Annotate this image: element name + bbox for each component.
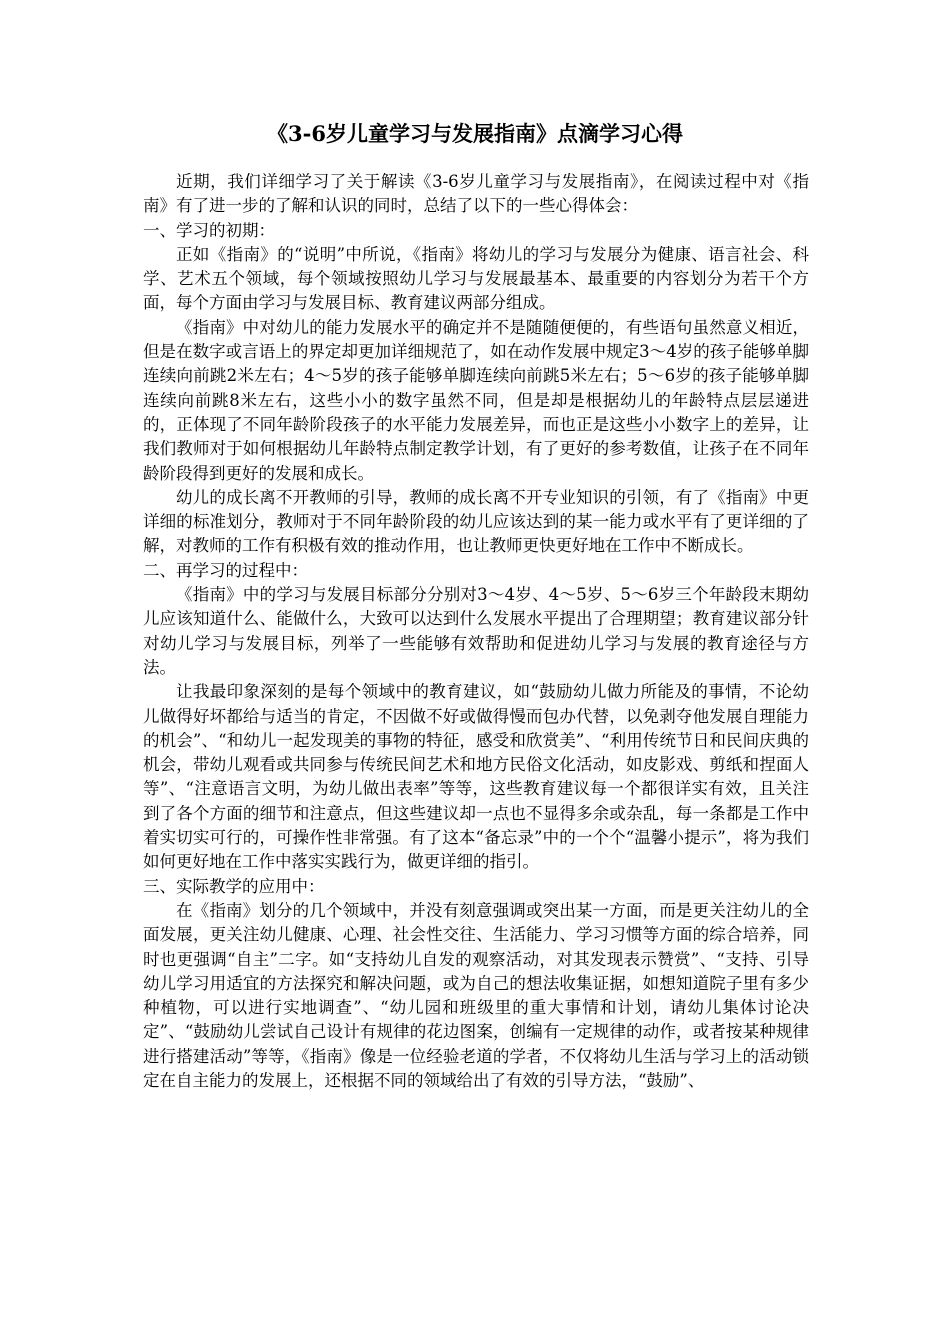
paragraph: 《指南》中的学习与发展目标部分分别对3～4岁、4～5岁、5～6岁三个年龄段末期幼儿应该知道什么、能做什么，大致可以达到什么发展水平提出了合理期望；教育建议部分针对幼儿学习与发展目标，列举了一些能够有效帮助和促进幼儿学习与发展的教育途径与方法。 [143, 585, 809, 677]
paragraph: 正如《指南》的“说明”中所说，《指南》将幼儿的学习与发展分为健康、语言社会、科学、艺术五个领域，每个领域按照幼儿学习与发展最基本、最重要的内容划分为若干个方面，每个方面由学习与发展目标、教育建议两部分组成。 [143, 244, 809, 313]
document-title: 《3-6岁儿童学习与发展指南》点滴学习心得 [267, 121, 683, 146]
paragraph: 让我最印象深刻的是每个领域中的教育建议，如“鼓励幼儿做力所能及的事情，不论幼儿做得好坏都给与适当的肯定，不因做不好或做得慢而包办代替，以免剥夺他发展自理能力的机会”、“和幼儿一起发现美的事物的特征，感受和欣赏美”、“利用传统节日和民间庆典的机会，带幼儿观看或共同参与传统民间艺术和地方民俗文化活动，如皮影戏、剪纸和捏面人等”、“注意语言文明，为幼儿做出表率”等等，这些教育建议每一个都很详实有效，且关注到了各个方面的细节和注意点，但这些建议却一点也不显得多余或杂乱，每一条都是工作中着实切实可行的，可操作性非常强。有了这本“备忘录”中的一个个“温馨小提示”，将为我们如何更好地在工作中落实实践行为，做更详细的指引。 [143, 682, 809, 872]
section-heading-1: 一、学习的初期： [143, 220, 275, 240]
paragraph-intro: 近期，我们详细学习了关于解读《3-6岁儿童学习与发展指南》，在阅读过程中对《指南》有了进一步的了解和认识的同时，总结了以下的一些心得体会： [143, 172, 809, 216]
section-heading-3: 三、实际教学的应用中： [143, 876, 325, 896]
paragraph: 在《指南》划分的几个领域中，并没有刻意强调或突出某一方面，而是更关注幼儿的全面发展，更关注幼儿健康、心理、社会性交往、生活能力、学习习惯等方面的综合培养，同时也更强调“自主”二字。如“支持幼儿自发的观察活动，对其发现表示赞赏”、“支持、引导幼儿学习用适宜的方法探究和解决问题，或为自己的想法收集证据，如想知道院子里有多少种植物，可以进行实地调查”、“幼儿园和班级里的重大事情和计划，请幼儿集体讨论决定”、“鼓励幼儿尝试自己设计有规律的花边图案，创编有一定规律的动作，或者按某种规律进行搭建活动”等等，《指南》像是一位经验老道的学者，不仅将幼儿生活与学习上的活动锁定在自主能力的发展上，还根据不同的领域给出了有效的引导方法，“鼓励”、 [143, 900, 809, 1090]
paragraph: 幼儿的成长离不开教师的引导，教师的成长离不开专业知识的引领，有了《指南》中更详细的标准划分，教师对于不同年龄阶段的幼儿应该达到的某一能力或水平有了更详细的了解，对教师的工作有积极有效的推动作用，也让教师更快更好地在工作中不断成长。 [143, 487, 809, 556]
document-body [143, 170, 809, 1093]
paragraph: 《指南》中对幼儿的能力发展水平的确定并不是随随便便的，有些语句虽然意义相近，但是在数字或言语上的界定却更加详细规范了，如在动作发展中规定3～4岁的孩子能够单脚连续向前跳2米左右；4～5岁的孩子能够单脚连续向前跳5米左右；5～6岁的孩子能够单脚连续向前跳8米左右，这些小小的数字虽然不同，但是却是根据幼儿的年龄特点层层递进的，正体现了不同年龄阶段孩子的水平能力发展差异，而也正是这些小小数字上的差异，让我们教师对于如何根据幼儿年龄特点制定教学计划，有了更好的参考数值，让孩子在不同年龄阶段得到更好的发展和成长。 [143, 317, 809, 483]
section-heading-2: 二、再学习的过程中： [143, 560, 308, 580]
